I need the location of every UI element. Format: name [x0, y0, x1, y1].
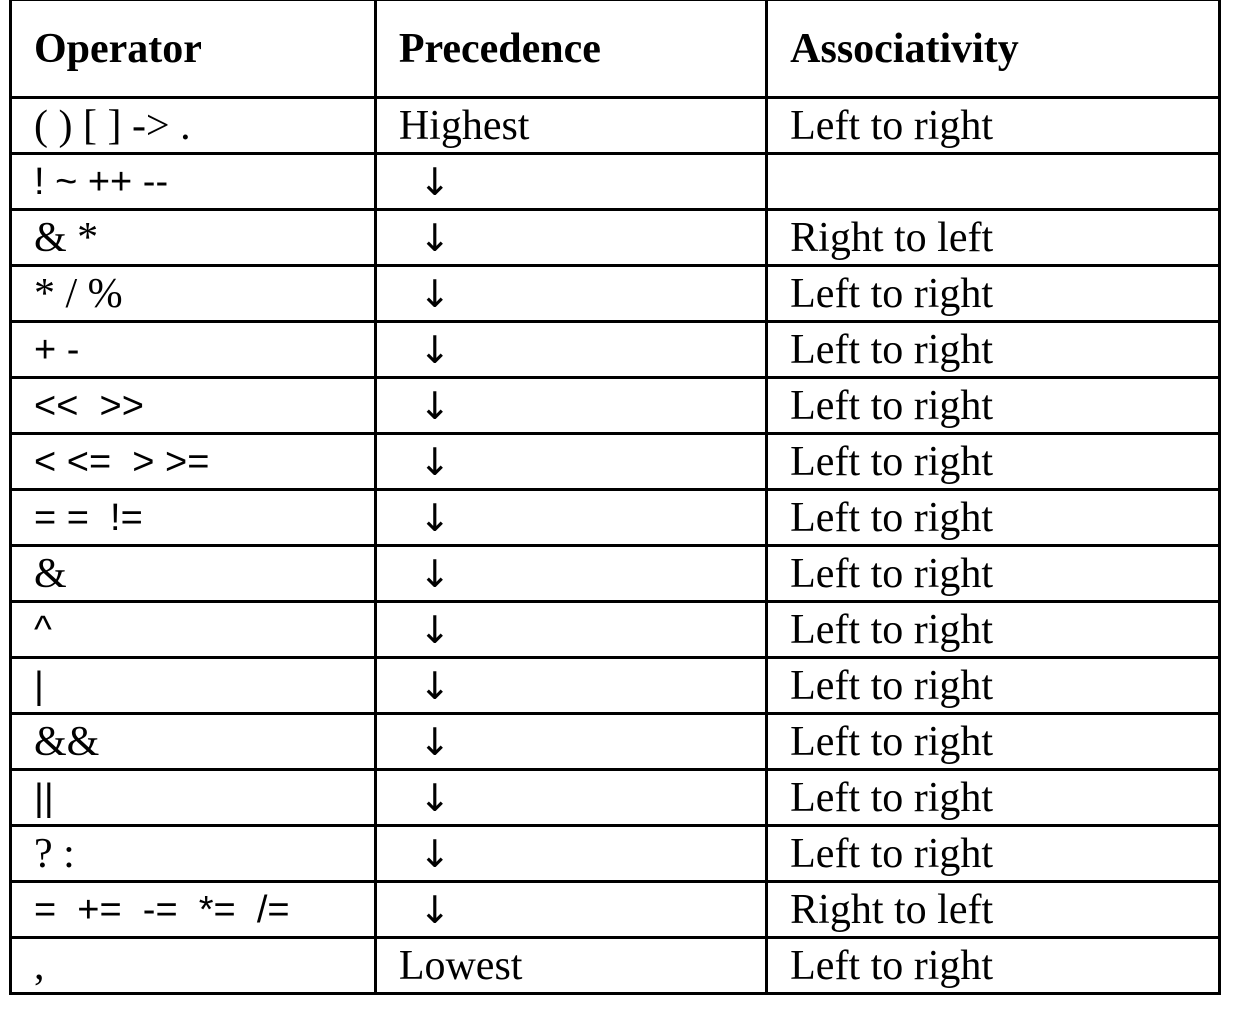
- table-row: [11, 602, 1220, 658]
- operator-cell: ||: [11, 770, 376, 826]
- down-arrow-icon: ↓: [375, 714, 766, 770]
- operator-cell: * / %: [11, 266, 376, 322]
- operator-cell: &&: [11, 714, 376, 770]
- associativity-cell: Left to right: [767, 322, 1220, 378]
- operator-cell: = += -= *= /=: [11, 882, 376, 938]
- associativity-cell: Left to right: [767, 826, 1220, 882]
- table-row: [11, 322, 1220, 378]
- associativity-cell: Left to right: [767, 378, 1220, 434]
- down-arrow-icon: ↓: [375, 546, 766, 602]
- associativity-cell: Left to right: [767, 602, 1220, 658]
- table-row: [11, 882, 1220, 938]
- down-arrow-icon: ↓: [375, 434, 766, 490]
- table-row: [11, 658, 1220, 714]
- table-row: [11, 546, 1220, 602]
- table-row: [11, 490, 1220, 546]
- associativity-cell: Left to right: [767, 266, 1220, 322]
- table-row: [11, 770, 1220, 826]
- down-arrow-icon: ↓: [375, 826, 766, 882]
- down-arrow-icon: ↓: [375, 882, 766, 938]
- associativity-cell: Left to right: [767, 98, 1220, 154]
- operator-cell: &: [11, 546, 376, 602]
- down-arrow-icon: ↓: [375, 378, 766, 434]
- operator-cell: = = !=: [11, 490, 376, 546]
- associativity-cell: Left to right: [767, 434, 1220, 490]
- down-arrow-icon: ↓: [375, 210, 766, 266]
- table-row: [11, 154, 1220, 210]
- down-arrow-icon: ↓: [375, 658, 766, 714]
- header-row: [11, 0, 1220, 98]
- operator-cell: ,: [11, 938, 376, 994]
- operator-precedence-table: [9, 0, 1221, 995]
- table-row: [11, 98, 1220, 154]
- operator-cell: |: [11, 658, 376, 714]
- table-row: [11, 434, 1220, 490]
- precedence-cell: Lowest: [375, 938, 766, 994]
- operator-cell: << >>: [11, 378, 376, 434]
- associativity-cell: Left to right: [767, 938, 1220, 994]
- table-row: [11, 378, 1220, 434]
- operator-cell: + -: [11, 322, 376, 378]
- operator-cell: & *: [11, 210, 376, 266]
- table-row: [11, 826, 1220, 882]
- header-operator: Operator: [11, 0, 376, 98]
- associativity-cell: [767, 154, 1220, 210]
- down-arrow-icon: ↓: [375, 770, 766, 826]
- down-arrow-icon: ↓: [375, 602, 766, 658]
- down-arrow-icon: ↓: [375, 322, 766, 378]
- associativity-cell: Left to right: [767, 546, 1220, 602]
- table-row: [11, 938, 1220, 994]
- down-arrow-icon: ↓: [375, 490, 766, 546]
- table-row: [11, 266, 1220, 322]
- header-associativity: Associativity: [767, 0, 1220, 98]
- associativity-cell: Right to left: [767, 882, 1220, 938]
- down-arrow-icon: ↓: [375, 266, 766, 322]
- operator-cell: < <= > >=: [11, 434, 376, 490]
- operator-cell: ( ) [ ] -> .: [11, 98, 376, 154]
- associativity-cell: Left to right: [767, 714, 1220, 770]
- down-arrow-icon: ↓: [375, 154, 766, 210]
- header-precedence: Precedence: [375, 0, 766, 98]
- associativity-cell: Right to left: [767, 210, 1220, 266]
- associativity-cell: Left to right: [767, 770, 1220, 826]
- operator-cell: ? :: [11, 826, 376, 882]
- associativity-cell: Left to right: [767, 490, 1220, 546]
- precedence-cell: Highest: [375, 98, 766, 154]
- operator-cell: ^: [11, 602, 376, 658]
- operator-cell: ! ~ ++ --: [11, 154, 376, 210]
- table-row: [11, 714, 1220, 770]
- table-row: [11, 210, 1220, 266]
- associativity-cell: Left to right: [767, 658, 1220, 714]
